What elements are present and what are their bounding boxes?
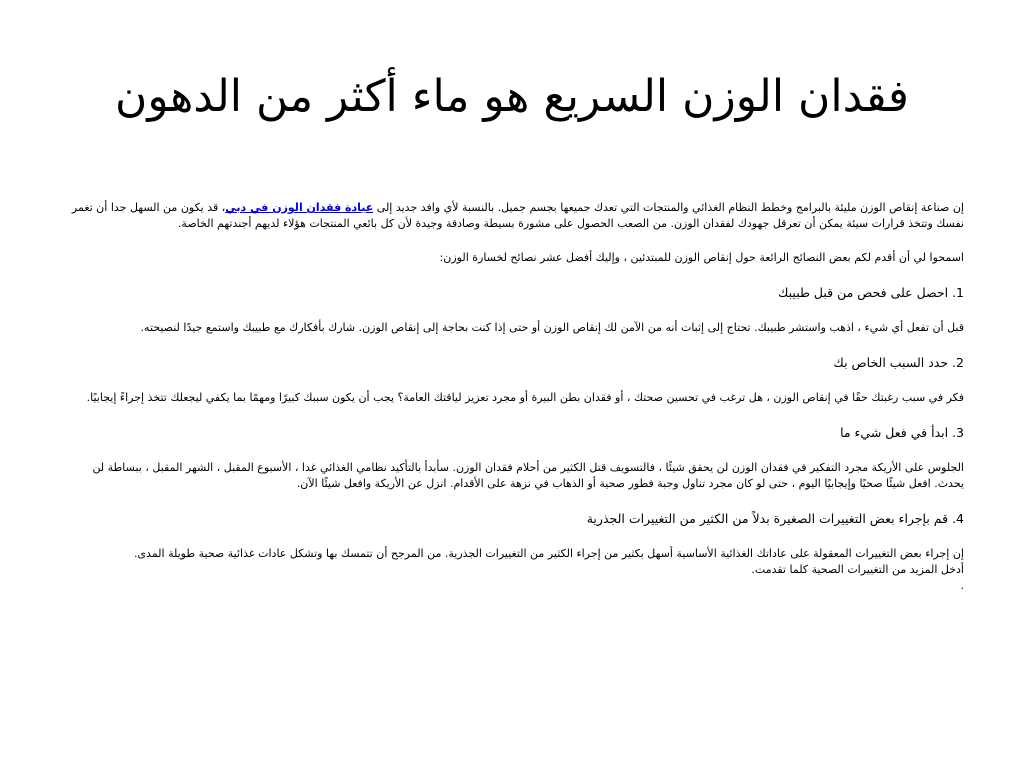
tip-1-heading: 1. احصل على فحص من قبل طبيبك <box>778 285 964 300</box>
tip-4-heading: 4. قم بإجراء بعض التغييرات الصغيرة بدلاً من الكثير من التغييرات الجذرية <box>586 511 964 526</box>
intro-text-start: إن صناعة إنقاص الوزن مليئة بالبرامج وخطط النظام الغذائي والمنتجات التي تعدك جميعها بجسم جميل. بالنسبة لأي وافد جديد إلى <box>373 201 964 214</box>
tip-1-body: قبل أن تفعل أي شيء ، اذهب واستشر طبيبك. تحتاج إلى إثبات أنه من الآمن لك إنقاص الوزن أو حتى إذا كنت بحاجة إلى إنقاص الوزن. شارك بأفكارك مع طبيبك واستمع جيدًا لنصيحته. <box>140 321 964 334</box>
lead-paragraph: اسمحوا لي أن أقدم لكم بعض النصائح الرائعة حول إنقاص الوزن للمبتدئين ، وإليك أفضل عشر نصائح لخسارة الوزن: <box>439 251 964 264</box>
end-mark: . <box>960 579 964 592</box>
tail-paragraph: أدخل المزيد من التغييرات الصحية كلما تقدمت. <box>751 563 964 576</box>
slide-title: فقدان الوزن السريع هو ماء أكثر من الدهون <box>115 71 909 122</box>
intro-paragraph <box>62 200 964 232</box>
slide-content <box>62 200 964 594</box>
tip-3-heading: 3. ابدأ في فعل شيء ما <box>840 425 964 440</box>
tip-2-heading: 2. حدد السبب الخاص بك <box>833 355 964 370</box>
tip-2-body: فكر في سبب رغبتك حقًا في إنقاص الوزن ، هل ترغب في تحسين صحتك ، أو فقدان بطن البيرة أو مجرد تعزيز لياقتك العامة؟ يجب أن يكون سببك كبيرًا ومهمًا بما يكفي ليجعلك تتخذ إجراءً إيجابيًا. <box>86 391 964 404</box>
intro-text-end: ، قد يكون من السهل جدا أن تغمر نفسك وتتخذ قرارات سيئة يمكن أن تعرقل جهودك لفقدان الوزن. من الصعب الحصول على مشورة بسيطة وصادقة وجيدة لأن كل بائعي المنتجات هؤلاء لديهم أجندتهم الخاصة. <box>71 201 964 230</box>
weight-loss-clinic-link[interactable]: عيادة فقدان الوزن في دبي <box>225 201 374 214</box>
tip-4-body: إن إجراء بعض التغييرات المعقولة على عاداتك الغذائية الأساسية أسهل بكثير من إجراء الكثير من التغييرات الجذرية. من المرجح أن تتمسك بها وتشكل عادات غذائية صحية طويلة المدى. <box>133 547 964 560</box>
tip-3-body: الجلوس على الأريكة مجرد التفكير في فقدان الوزن لن يحقق شيئًا ، فالتسويف قتل الكثير من أحلام فقدان الوزن. سأبدأ بالتأكيد نظامي الغذائي غدا ، الأسبوع المقبل ، الشهر المقبل ، ببساطة لن يحدث. افعل شيئًا صحيًا وإيجابيًا اليوم ، حتى لو كان مجرد تناول وجبة فطور صحية أو الذهاب في نزهة على الأقدام. انزل عن الأريكة وافعل شيئًا الآن. <box>92 461 964 490</box>
